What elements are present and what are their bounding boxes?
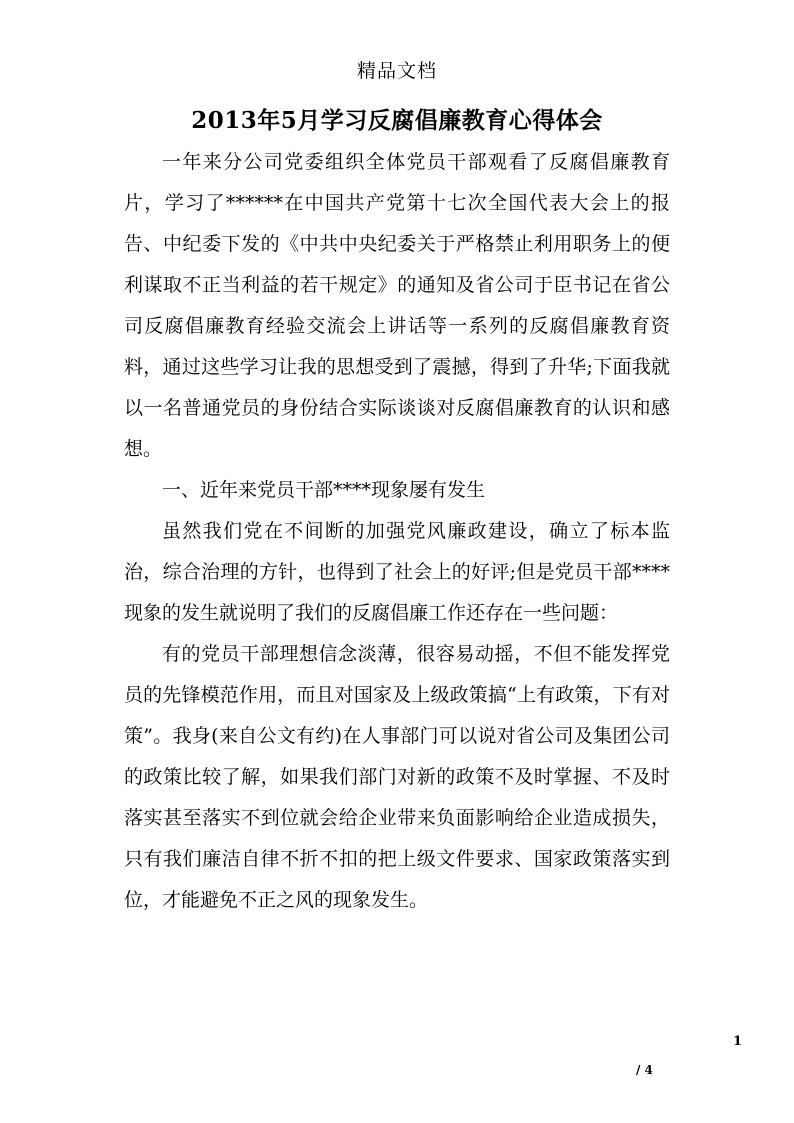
paragraph-problems: 虽然我们党在不间断的加强党风廉政建设，确立了标本监治，综合治理的方针，也得到了社会上的好评;但是党员干部****现象的发生就说明了我们的反腐倡廉工作还存在一些问题： (124, 520, 670, 624)
document-title: 2013年5月学习反腐倡廉教育心得体会 (191, 107, 603, 134)
page-number: 1 (733, 1034, 743, 1049)
paragraph-intro: 一年来分公司党委组织全体党员干部观看了反腐倡廉教育片，学习了******在中国共产党第十七次全国代表大会上的报告、中纪委下发的《中共中央纪委关于严格禁止利用职务上的便利谋取不正当利益的若干规定》的通知及省公司于臣书记在省公司反腐倡廉教育经验交流会上讲话等一系列的反腐倡廉教育资料，通过这些学习让我的思想受到了震撼，得到了升华;下面我就以一名普通党员的身份结合实际谈谈对反腐倡廉教育的认识和感想。 (124, 151, 670, 460)
page-header: 精品文档 (356, 60, 437, 82)
section-heading: 一、近年来党员干部****现象屡有发生 (162, 479, 486, 501)
page-total: / 4 (636, 1063, 653, 1077)
paragraph-details: 有的党员干部理想信念淡薄，很容易动摇，不但不能发挥党员的先锋模范作用，而且对国家及上级政策搞“上有政策，下有对策”。我身(来自公文有约)在人事部门可以说对省公司及集团公司的政策比较了解，如果我们部门对新的政策不及时掌握、不及时落实甚至落实不到位就会给企业带来负面影响给企业造成损失，只有我们廉洁自律不折不扣的把上级文件要求、国家政策落实到位，才能避免不正之风的现象发生。 (124, 643, 670, 911)
document-body (124, 142, 670, 921)
